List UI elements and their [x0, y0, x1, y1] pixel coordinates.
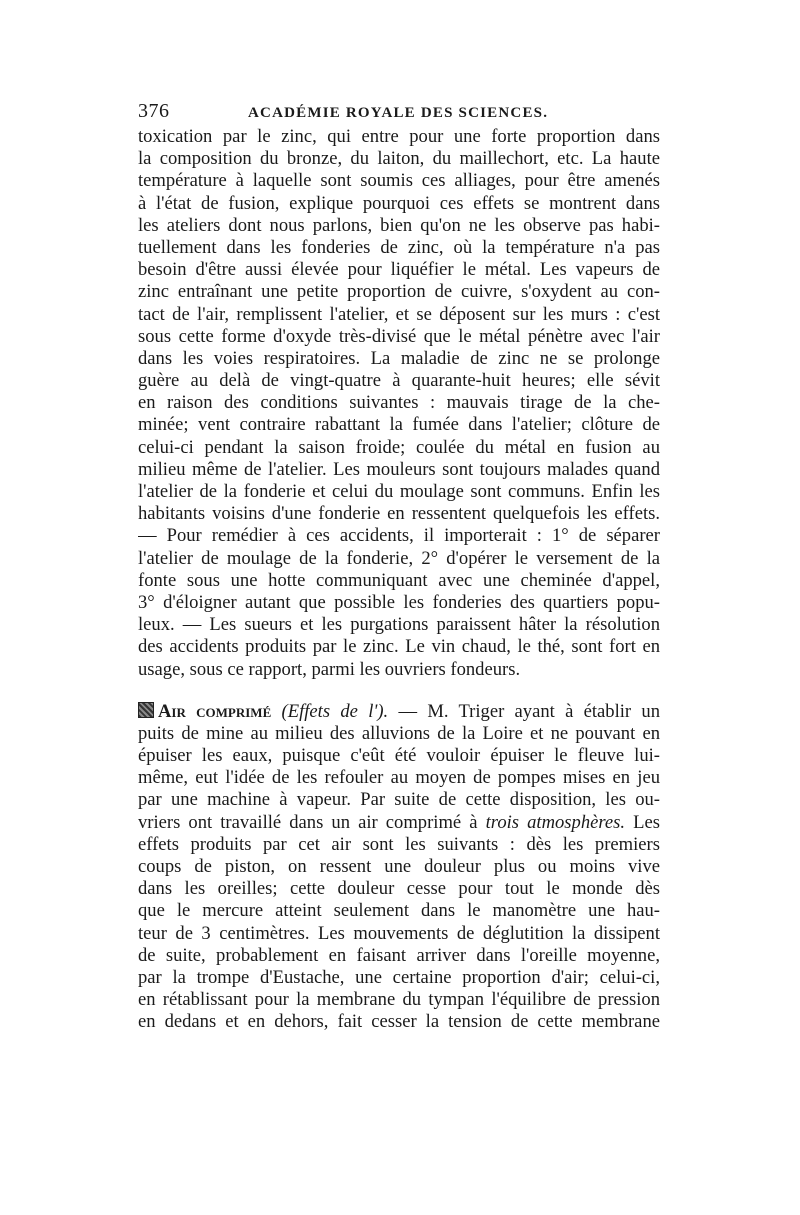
entry-heading-italic: (Effets de l').	[281, 700, 389, 722]
text-line: des accidents produits par le zinc. Le vin chaud, le thé, sont fort en	[138, 636, 660, 658]
section-ornament-icon	[138, 702, 154, 718]
text-line: minée; vent contraire rabattant la fumée dans l'atelier; clôture de	[138, 414, 660, 436]
text-line: tact de l'air, remplissent l'atelier, et se déposent sur les murs : c'est	[138, 303, 660, 325]
text-line: zinc entraînant une petite proportion de cuivre, s'oxydent au con-	[138, 281, 660, 303]
running-head	[138, 100, 660, 124]
text-line: de suite, probablement en faisant arriver dans l'oreille moyenne,	[138, 944, 660, 966]
entry-heading: Air comprimé	[158, 700, 272, 722]
text-line: tuellement dans les fonderies de zinc, où la température n'a pas	[138, 236, 660, 258]
text-line: coups de piston, on ressent une douleur plus ou moins vive	[138, 856, 660, 877]
text-line: — Pour remédier à ces accidents, il importerait : 1° de séparer	[138, 525, 660, 547]
text-line: guère au delà de vingt-quatre à quarante-huit heures; elle sévit	[138, 370, 660, 392]
text-line: en raison des conditions suivantes : mauvais tirage de la che-	[138, 392, 660, 414]
text-line: que le mercure atteint seulement dans le manomètre une hau-	[138, 900, 660, 922]
text-line: milieu même de l'atelier. Les mouleurs sont toujours malades quand	[138, 458, 660, 480]
text-line: l'atelier de moulage de la fonderie, 2° d'opérer le versement de la	[138, 547, 660, 569]
text-line: leux. — Les sueurs et les purgations paraissent hâter la résolution	[138, 614, 660, 636]
text-line: même, eut l'idée de les refouler au moyen de pompes mises en jeu	[138, 767, 660, 789]
text-line: en rétablissant pour la membrane du tympan l'équilibre de pression	[138, 989, 660, 1011]
page	[138, 100, 660, 1034]
text-line: habitants voisins d'une fonderie en ressentent quelquefois les effets.	[138, 503, 660, 525]
text-line: température à laquelle sont soumis ces alliages, pour être amenés	[138, 170, 660, 192]
paragraph-gap	[138, 681, 660, 701]
text-line: sous cette forme d'oxyde très-divisé que le métal pénètre avec l'air	[138, 325, 660, 347]
text-line: par une machine à vapeur. Par suite de cette disposition, les ou-	[138, 789, 660, 811]
text-line: besoin d'être aussi élevée pour liquéfier le métal. Les vapeurs de	[138, 259, 660, 281]
text-line: la composition du bronze, du laiton, du maillechort, etc. La haute	[138, 148, 660, 170]
text-line: effets produits par cet air sont les suivants : dès les premiers	[138, 833, 660, 855]
text-line: teur de 3 centimètres. Les mouvements de déglutition la dissipent	[138, 922, 660, 944]
text-line: les ateliers dont nous parlons, bien qu'on ne les observe pas habi-	[138, 214, 660, 236]
text-line: par la trompe d'Eustache, une certaine proportion d'air; celui-ci,	[138, 966, 660, 988]
paragraph-air-comprime	[138, 701, 660, 1034]
text-line: toxication par le zinc, qui entre pour une forte proportion dans	[138, 126, 660, 147]
text-line: en dedans et en dehors, fait cesser la tension de cette membrane	[138, 1011, 660, 1033]
page-number: 376	[138, 100, 170, 122]
text-line: dans les voies respiratoires. La maladie de zinc ne se prolonge	[138, 347, 660, 369]
text-line: puits de mine au milieu des alluvions de la Loire et ne pouvant en	[138, 722, 660, 744]
text-run: — M. Triger ayant à établir un	[398, 700, 660, 722]
text-line: à l'état de fusion, explique pourquoi ces effets se montrent dans	[138, 192, 660, 214]
text-run: vriers ont travaillé dans un air comprimé à	[138, 811, 478, 833]
italic-phrase: trois atmosphères.	[485, 811, 626, 833]
paragraph-zinc	[138, 126, 660, 681]
text-line: celui-ci pendant la saison froide; coulée du métal en fusion au	[138, 436, 660, 458]
text-line: 3° d'éloigner autant que possible les fonderies des quartiers popu-	[138, 591, 660, 613]
text-run: Les	[633, 811, 660, 833]
text-line: fonte sous une hotte communiquant avec une cheminée d'appel,	[138, 569, 660, 591]
running-title: ACADÉMIE ROYALE DES SCIENCES.	[248, 105, 549, 121]
text-line	[138, 812, 660, 834]
text-line: l'atelier de la fonderie et celui du moulage sont communs. Enfin les	[138, 481, 660, 502]
text-line	[138, 701, 660, 723]
text-line: dans les oreilles; cette douleur cesse pour tout le monde dès	[138, 878, 660, 900]
text-line: usage, sous ce rapport, parmi les ouvriers fondeurs.	[138, 658, 521, 680]
text-line: épuiser les eaux, puisque c'eût été vouloir épuiser le fleuve lui-	[138, 745, 660, 767]
